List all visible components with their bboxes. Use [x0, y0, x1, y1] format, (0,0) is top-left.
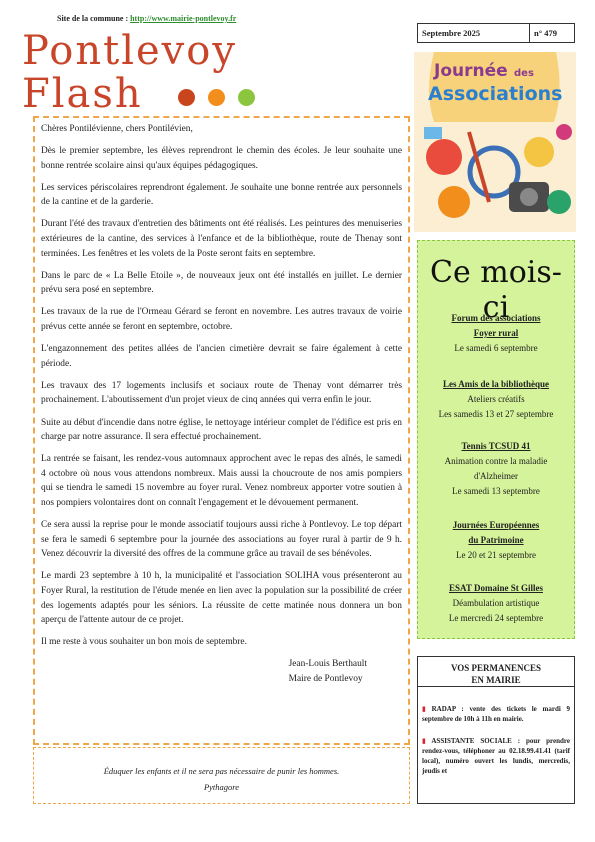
- letter-paragraph: Les travaux de la rue de l'Ormeau Gérard se feront en novembre. Les autres travaux de voirie prévus cette année se feront en septembre, octobre.: [41, 307, 402, 333]
- associations-image: [414, 52, 576, 232]
- issue-date: Septembre 2025: [418, 24, 530, 42]
- bullet-icon: ▮: [422, 705, 426, 713]
- letter-paragraph: Dès le premier septembre, les élèves reprendront le chemin des écoles. Je leur souhaite une bonne rentrée scolaire ainsi qu'aux équipes pédagogiques.: [41, 146, 402, 171]
- event-line: Ateliers créatifs: [467, 394, 525, 404]
- permanence-text: ASSISTANTE SOCIALE : pour prendre rendez-vous, téléphoner au 02.18.99.41.41 (tarif local), numéro ouvert les lundis, mercredis, jeudis et: [422, 737, 570, 775]
- letter-paragraph: L'engazonnement des petites allées de l'ancien cimetière devrait se faire également à cette période.: [41, 344, 402, 369]
- letter-paragraph: Durant l'été des travaux d'entretien des bâtiments ont été réalisés. Les peintures des menuiseries extérieures de la cantine, des services à l'enfance et de la bibliothèque, route de Thenay sont terminées. Les fenêtres et les volets de la Poste seront faits en septembre.: [41, 219, 402, 259]
- event-title: Forum des associations: [451, 313, 541, 323]
- event-item: [418, 439, 574, 499]
- event-line: Les samedis 13 et 27 septembre: [438, 409, 554, 419]
- dot-orange-icon: [208, 89, 225, 106]
- letter-paragraph: Dans le parc de « La Belle Etoile », de nouveaux jeux ont été installés en juillet. Le dernier prévu sera posé en septembre.: [41, 270, 402, 296]
- event-subtitle: du Patrimoine: [468, 535, 524, 545]
- event-item: [418, 377, 574, 422]
- permanence-item: [418, 704, 574, 724]
- event-subtitle: Foyer rural: [473, 328, 519, 338]
- events-panel: [417, 240, 575, 639]
- event-line: Le samedi 13 septembre: [452, 486, 540, 496]
- event-title: Journées Européennes: [452, 520, 540, 530]
- issue-number: n° 479: [534, 28, 558, 38]
- site-link[interactable]: http://www.mairie-pontlevoy.fr: [130, 14, 237, 23]
- permanences-title-line: EN MAIRIE: [471, 675, 521, 685]
- event-line: Animation contre la maladie d'Alzheimer: [444, 456, 548, 481]
- event-title: ESAT Domaine St Gilles: [449, 583, 543, 593]
- letter-paragraph: Les travaux des 17 logements inclusifs et sociaux route de Thenay vont démarrer très prochainement. L'aboutissement d'un projet vieux de cinq années qui verra enfin le jour.: [41, 380, 402, 406]
- page-title: Pontlevoy: [22, 28, 237, 74]
- letter-paragraph: Ce sera aussi la reprise pour le monde associatif toujours aussi riche à Pontlevoy. Le top départ se fera le samedi 6 septembre pour la journée des associations au foyer rural à partir de 9 h. Venez découvrir la diversité des offres de la commune grâce au travail de ses bénévoles.: [41, 520, 402, 560]
- bullet-icon: ▮: [422, 737, 426, 745]
- editorial-letter: [33, 116, 410, 745]
- event-line: Le 20 et 21 septembre: [456, 550, 536, 560]
- svg-text:Journée: Journée: [434, 61, 508, 81]
- dot-green-icon: [238, 89, 255, 106]
- site-line: [57, 14, 236, 23]
- issue-box: [417, 23, 575, 43]
- quote-author: Pythagore: [203, 782, 240, 792]
- signature: [41, 657, 402, 686]
- letter-paragraph: La rentrée se faisant, les rendez-vous automnaux approchent avec le repas des aînés, le samedi 4 octobre où nous vous attendons nombreux. Mais aussi la choucroute de nos amis pompiers qui se tiendra le samedi 15 novembre au foyer rural. Venez nombreux apporter votre soutien à nos pompiers volontaires dont on connaît l'engagement et le dévouement permanent.: [41, 454, 402, 508]
- permanence-item: [418, 736, 574, 776]
- event-item: [418, 311, 574, 356]
- quote-box: [33, 747, 410, 804]
- signature-name: Jean-Louis Berthault: [288, 659, 367, 670]
- letter-paragraph: Suite au début d'incendie dans notre église, le nettoyage intérieur complet de l'édifice est pris en charge par notre assurance. Il sera effectué prochainement.: [41, 417, 402, 443]
- permanences-title-line: VOS PERMANENCES: [450, 663, 542, 673]
- svg-text:des: des: [514, 68, 534, 79]
- letter-paragraph: Il me reste à vous souhaiter un bon mois de septembre.: [41, 637, 247, 648]
- dot-red-icon: [178, 89, 195, 106]
- letter-paragraph: Chères Pontilévienne, chers Pontilévien,: [41, 124, 193, 134]
- permanences-title: [418, 657, 574, 687]
- letter-paragraph: Le mardi 23 septembre à 10 h, la municipalité et l'association SOLIHA vous présenteront au Foyer Rural, la restitution de l'étude menée en lien avec la population sur la possibilité de créer des logements adaptés pour les séniors. La réussite de cette matinée nous donnera un bon aperçu de l'attente autour de ce projet.: [41, 571, 402, 626]
- event-line: Le samedi 6 septembre: [454, 343, 538, 353]
- permanences-box: [417, 656, 575, 804]
- svg-text:Associations: Associations: [428, 83, 563, 105]
- event-item: [418, 518, 574, 563]
- signature-title: Maire de Pontlevoy: [288, 673, 363, 684]
- event-line: Déambulation artistique: [452, 598, 540, 608]
- event-title: Les Amis de la bibliothèque: [442, 379, 550, 389]
- quote-text: Éduquer les enfants et il ne sera pas nécessaire de punir les hommes.: [103, 766, 340, 776]
- letter-paragraph: Les services périscolaires reprendront également. Je souhaite une bonne rentrée aux personnels de la cantine et de la garderie.: [41, 182, 402, 208]
- site-label: Site de la commune :: [57, 14, 129, 23]
- event-title: Tennis TCSUD 41: [461, 441, 531, 451]
- page-subtitle: Flash: [22, 71, 143, 117]
- event-item: [418, 581, 574, 626]
- permanence-text: RADAP : vente des tickets le mardi 9 septembre de 10h à 11h en mairie.: [422, 705, 571, 723]
- event-line: Le mercredi 24 septembre: [448, 613, 544, 623]
- events-title: Ce mois-ci: [430, 255, 562, 325]
